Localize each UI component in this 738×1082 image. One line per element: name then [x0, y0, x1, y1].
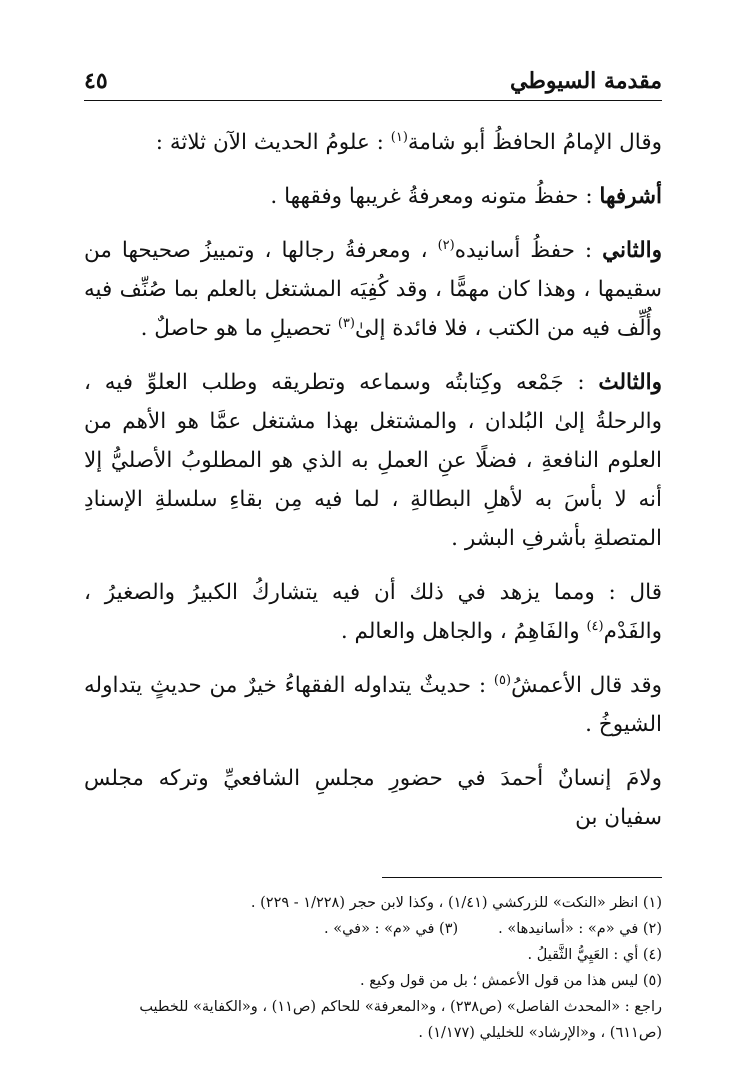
footnote-ref: (٢): [437, 237, 455, 253]
header-rule: [84, 100, 662, 101]
page-number: ٤٥: [84, 68, 108, 94]
paragraph: والثاني : حفظُ أسانيده$^{(٢)}$ ، ومعرفةُ رجالها ، وتمييزُ صحيحها من سقيمها ، وهذا كان مهمًّا ، وقد كُفِيَه المشتغل بالعلم بما صُنِّف فيه وأُلِّف فيه من الكتب ، فلا فائدة إلىٰ$^{(٣)}$ تحصيلِ ما هو حاصلٌ .: [84, 237, 662, 341]
paragraph-lead: أشرفها: [599, 184, 662, 209]
paragraph: وقال الإمامُ الحافظُ أبو شامة$^{(١)}$ : علومُ الحديث الآن ثلاثة :: [155, 129, 662, 155]
main-text: [84, 123, 662, 837]
footnote: (٤) أي : العَيِيُّ الثَّقيلُ .: [527, 947, 662, 963]
footnote-row: [84, 916, 662, 942]
footnote-rule: [382, 877, 662, 878]
footnote: (٣) في «م» : «في» .: [323, 921, 459, 937]
paragraph: وقد قال الأعمشُ$^{(٥)}$ : حديثٌ يتداوله الفقهاءُ خيرٌ من حديثٍ يتداوله الشيوخُ .: [84, 672, 663, 737]
paragraph: ولامَ إنسانٌ أحمدَ في حضورِ مجلسِ الشافعيِّ وتركه مجلس سفيان بن: [84, 766, 662, 830]
paragraph-lead: والثاني: [602, 238, 662, 263]
footnote: (٢) في «م» : «أسانيدها» .: [498, 921, 662, 937]
running-title: مقدمة السيوطي: [510, 68, 662, 94]
footnotes: [84, 890, 662, 1046]
footnote: (١) انظر «النكت» للزركشي (١/٤١) ، وكذا لابن حجر (١/٢٢٨ - ٢٢٩) .: [250, 895, 662, 911]
footnote-ref: (١): [390, 129, 408, 145]
footnote-continuation: راجع : «المحدث الفاصل» (ص٢٣٨) ، و«المعرفة» للحاكم (ص١١) ، و«الكفاية» للخطيب (ص٦١١) ، و«الإرشاد» للخليلي (١/١٧٧) .: [139, 999, 662, 1041]
paragraph: والثالث : جَمْعه وكِتابتُه وسماعه وتطريقه وطلب العلوِّ فيه ، والرحلةُ إلىٰ البُلدان ، والمشتغل بهذا مشتغل عمَّا هو الأهم من العلوم النافعةِ ، فضلًا عنِ العملِ به الذي هو المطلوبُ الأصليُّ إلا أنه لا بأسَ به لأهلِ البطالةِ ، لما فيه مِن بقاءِ سلسلةِ الإسنادِ المتصلةِ بأشرفِ البشر .: [84, 370, 662, 551]
footnote-ref: (٤): [586, 618, 604, 634]
paragraph: أشرفها : حفظُ متونه ومعرفةُ غريبها وفقهها .: [270, 184, 662, 209]
footnote: (٥) ليس هذا من قول الأعمش ؛ بل من قول وكيع .: [360, 973, 662, 989]
running-head: [84, 60, 662, 94]
paragraph: قال : ومما يزهد في ذلك أن فيه يتشاركُ الكبيرُ والصغيرُ ، والفَدْم$^{(٤)}$ والفَاهِمُ ، والجاهل والعالم .: [84, 580, 662, 644]
footnote-ref: (٥): [493, 672, 512, 688]
footnote-ref: (٣): [337, 315, 355, 331]
paragraph-lead: والثالث: [598, 370, 662, 395]
